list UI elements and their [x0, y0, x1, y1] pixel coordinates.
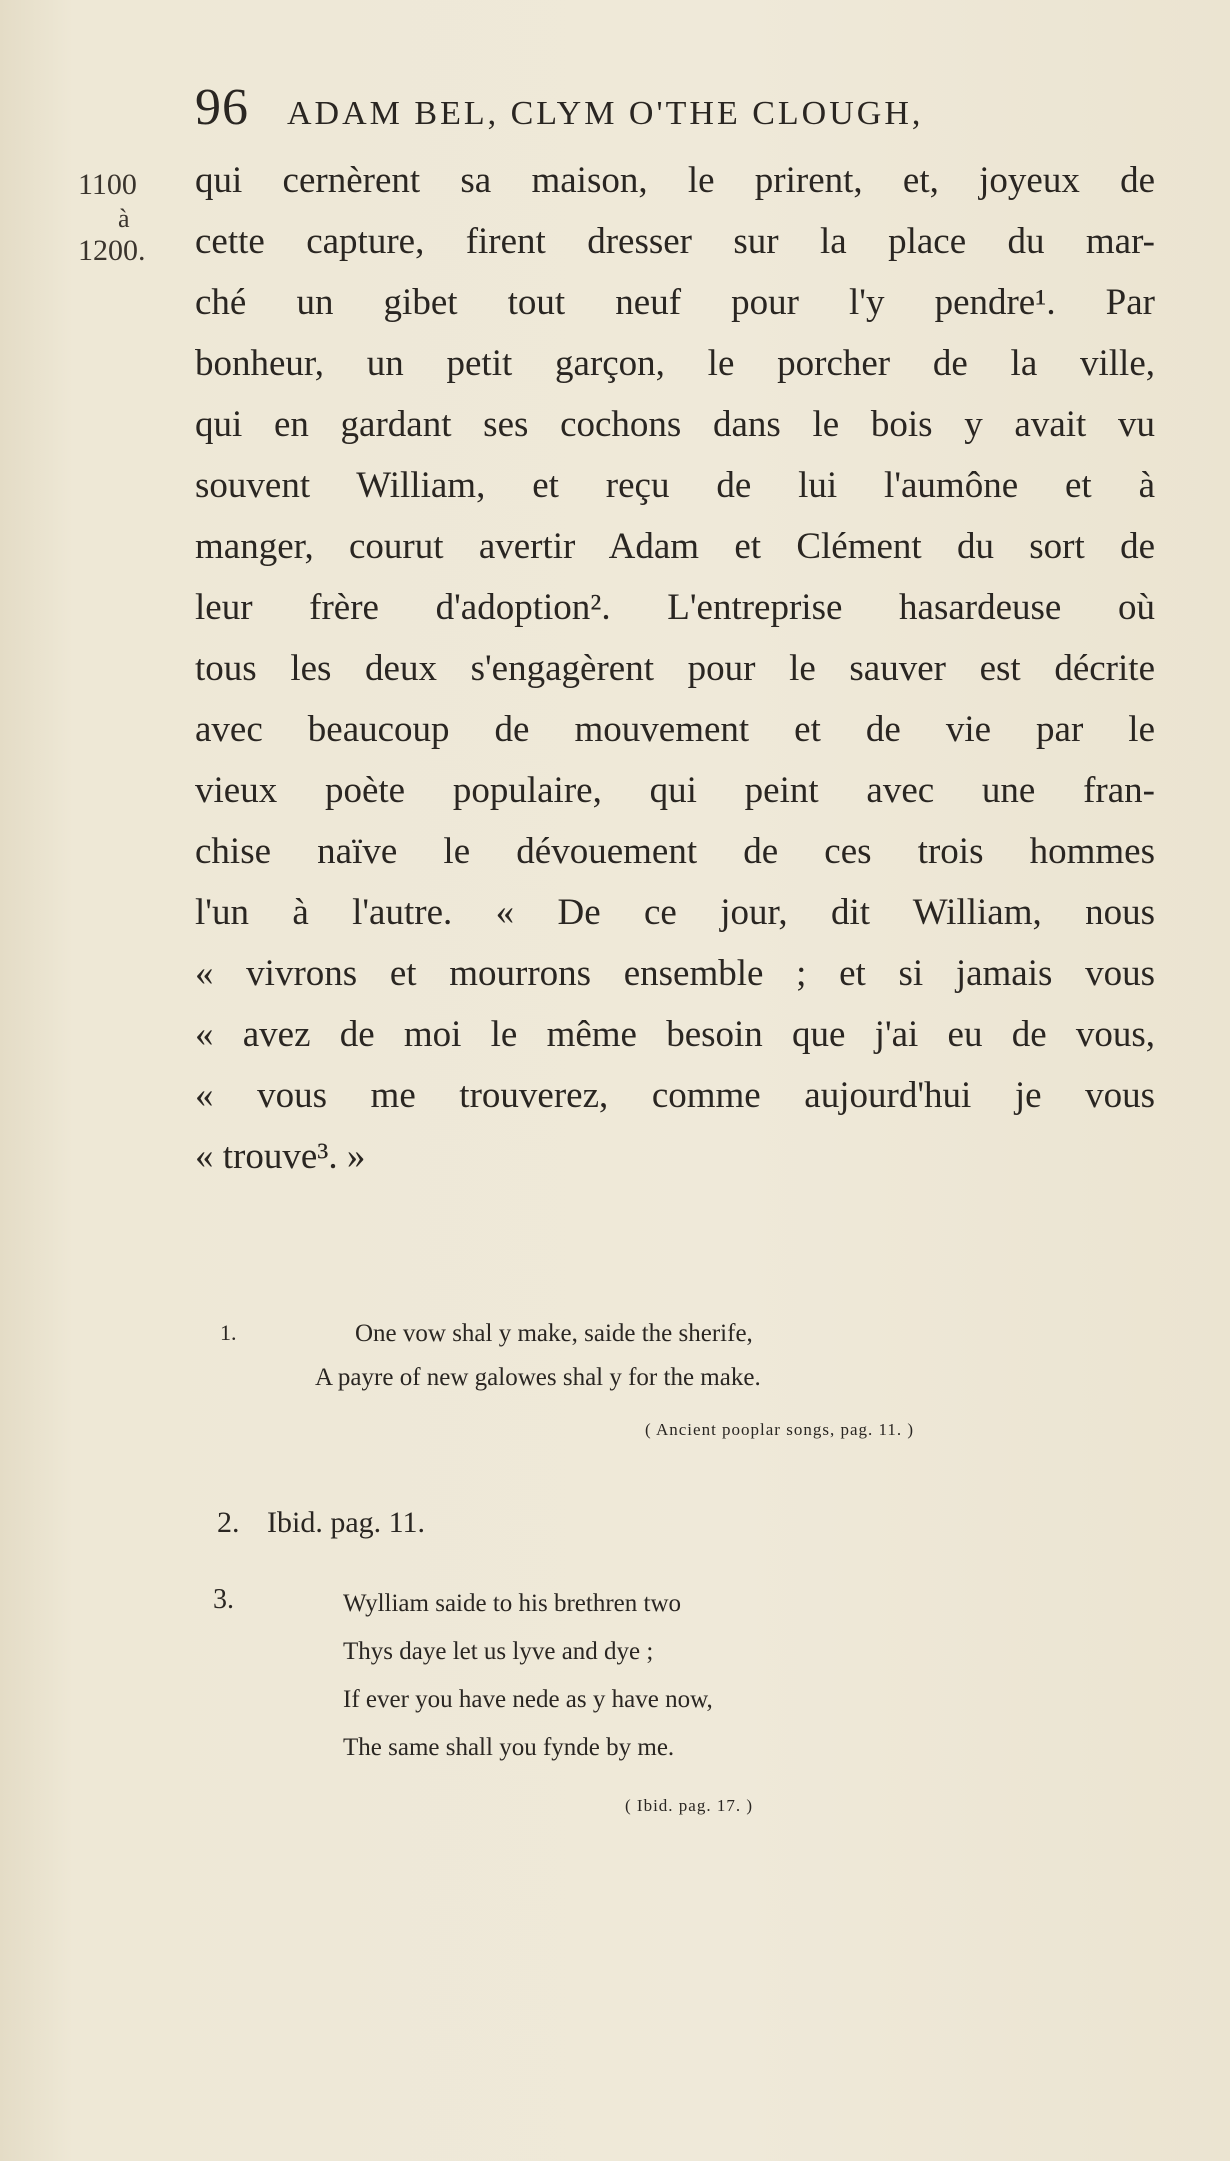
text-line: tous les deux s'engagèrent pour le sauver est décrite — [195, 648, 1155, 689]
footnote-2-mark: 2. — [217, 1506, 240, 1539]
text-line: vieux poète populaire, qui peint avec une fran- — [195, 770, 1155, 811]
text-line: souvent William, et reçu de lui l'aumône et à — [195, 465, 1155, 506]
main-text — [195, 150, 1155, 1187]
text-line: « vous me trouverez, comme aujourd'hui je vous — [195, 1075, 1155, 1116]
footnote-1-verse-line: A payre of new galowes shal y for the make. — [315, 1364, 761, 1391]
page-header — [195, 78, 1095, 138]
text-line: manger, courut avertir Adam et Clément du sort de — [195, 526, 1155, 567]
footnote-1-citation: ( Ancient pooplar songs, pag. 11. ) — [645, 1420, 915, 1439]
footnote-2-text: Ibid. pag. 11. — [267, 1506, 426, 1539]
text-line: leur frère d'adoption². L'entreprise hasardeuse où — [195, 587, 1155, 628]
text-line: bonheur, un petit garçon, le porcher de la ville, — [195, 343, 1155, 384]
running-head: ADAM BEL, CLYM O'THE CLOUGH, — [287, 95, 924, 132]
text-line: cette capture, firent dresser sur la place du mar- — [195, 221, 1155, 262]
footnote-3-verse-line: The same shall you fynde by me. — [343, 1734, 675, 1761]
footnote-3-verse-line: If ever you have nede as y have now, — [343, 1686, 713, 1713]
text-line: ché un gibet tout neuf pour l'y pendre¹. Par — [195, 282, 1155, 323]
footnote-1-mark: 1. — [220, 1320, 237, 1345]
text-line: qui en gardant ses cochons dans le bois y avait vu — [195, 404, 1155, 445]
margin-year-to: 1200. — [78, 234, 146, 267]
text-line: « avez de moi le même besoin que j'ai eu de vous, — [195, 1014, 1155, 1055]
text-line: « trouve³. » — [195, 1136, 366, 1177]
page-number: 96 — [195, 79, 249, 136]
text-line: qui cernèrent sa maison, le prirent, et, joyeux de — [195, 160, 1155, 201]
footnote-3-verse-line: Thys daye let us lyve and dye ; — [343, 1638, 654, 1665]
margin-connector: à — [118, 204, 130, 233]
footnote-3-mark: 3. — [213, 1584, 234, 1615]
text-line: chise naïve le dévouement de ces trois hommes — [195, 831, 1155, 872]
footnote-3-verse-line: Wylliam saide to his brethren two — [343, 1590, 682, 1617]
text-line: avec beaucoup de mouvement et de vie par le — [195, 709, 1155, 750]
margin-year-from: 1100 — [78, 168, 137, 201]
text-line: « vivrons et mourrons ensemble ; et si jamais vous — [195, 953, 1155, 994]
footnote-3-citation: ( Ibid. pag. 17. ) — [625, 1796, 754, 1815]
text-line: l'un à l'autre. « De ce jour, dit William, nous — [195, 892, 1155, 933]
footnote-1-verse-line: One vow shal y make, saide the sherife, — [355, 1320, 753, 1347]
